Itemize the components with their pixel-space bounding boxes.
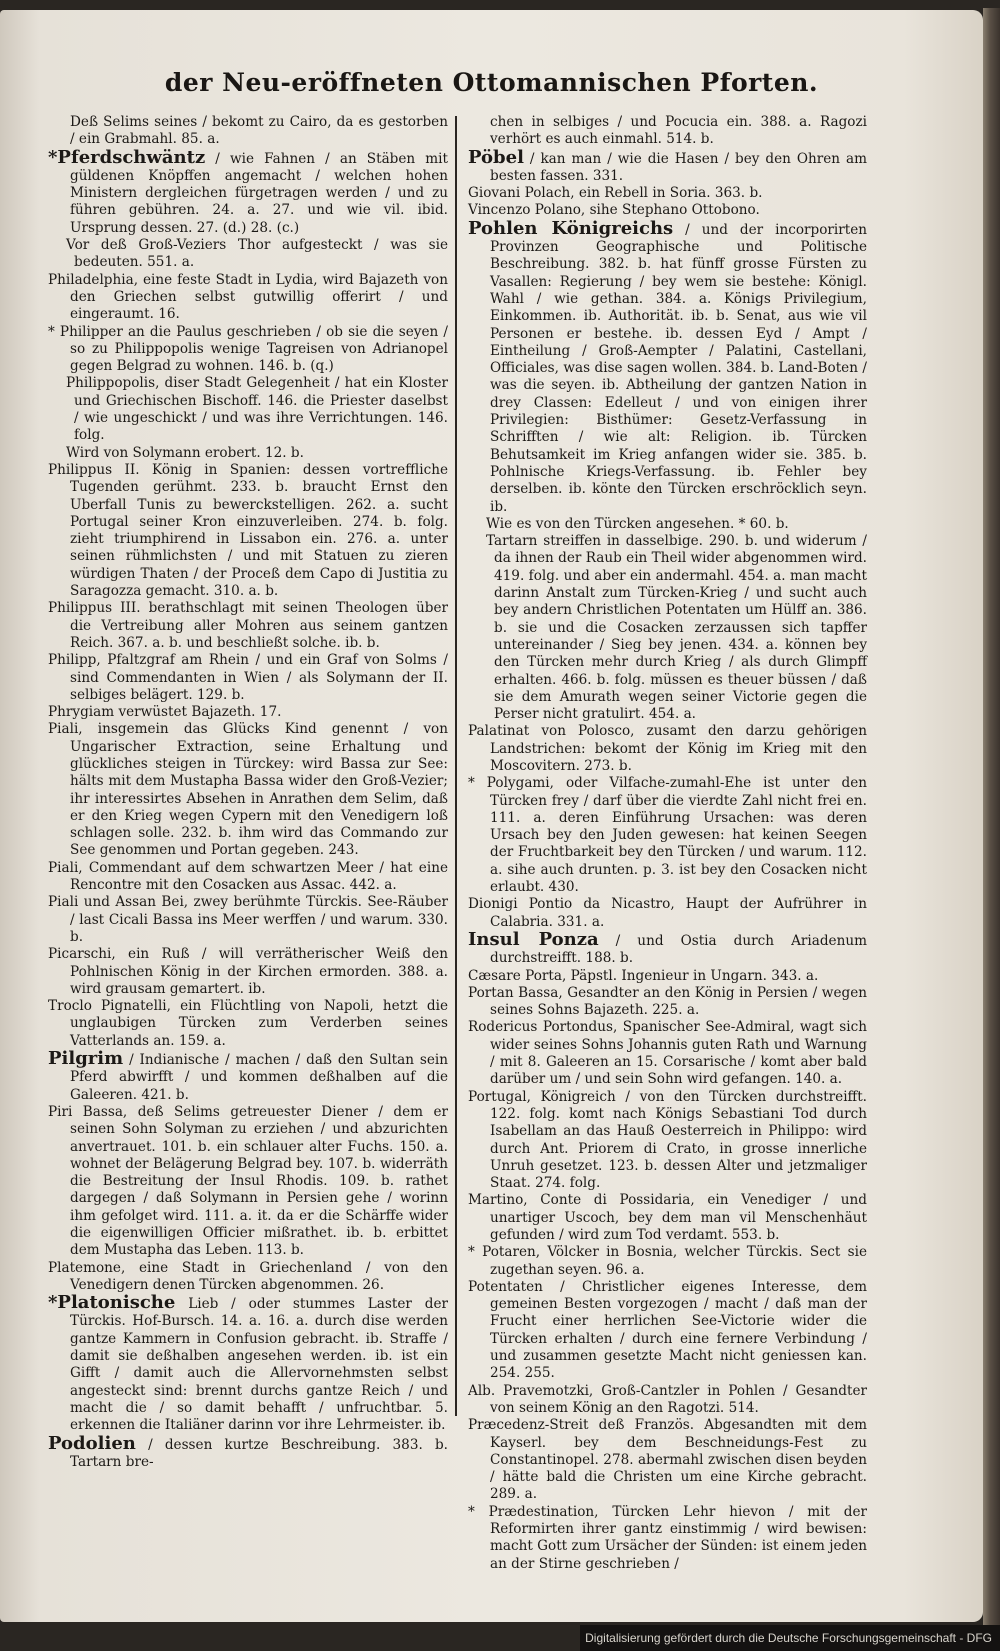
entry-text: Tartarn streiffen in dasselbige. 290. b. und widerum / da ihnen der Raub ein Theil wider abgenommen wird. 419. folg. und aber ein andermahl. 454. a. man macht darinn Anstalt zum Türcken-Krieg / und sucht auch bey andern Christlichen Potentaten um Hülff an. 386. b. sie und die Cosacken zerzaussen sich tapffer untereinander / Sieg bey jenen. 434. a. können bey den Türcken mehr durch Krieg / als durch Glimpff erhalten. 466. b. folg. müssen es theuer büssen / daß sie dem Amurath wegen seiner Victorie gegen die Perser nicht gratulirt. 454. a. (486, 533, 867, 723)
index-entry (468, 1504, 867, 1573)
entry-text: / kan man / wie die Hasen / bey den Ohren am besten fassen. 331. (490, 150, 867, 184)
entry-text: / Indianische / machen / daß den Sultan sein Pferd abwirfft / und kommen deßhalben auf die Galeeren. 421. b. (70, 1052, 448, 1103)
entry-text: / und der incorporirten Provinzen Geographische und Politische Beschreibung. 382. b. hat fünff grosse Fürsten zu Vasallen: Regierung / bey wem sie bestehe: Königl. Wahl / wie gethan. 384. a. Königs Privilegium, Einkommen. ib. Authorität. ib. b. Senat, aus wie vil Personen er bestehe. ib. dessen Eyd / Ampt / Eintheilung / Groß-Aempter / Palatini, Castellani, Officiales, was dise sagen wollen. 384. b. Land-Boten / was die seyen. ib. Abtheilung der gantzen Nation in drey Classen: Edelleut / und von einigen ihrer Privilegien: Bisthümer: Gesetz-Verfassung in Schrifften / wie alt: Religion. ib. Türcken Behutsamkeit im Krieg anfangen wider sie. 385. b. Pohlnische Kriegs-Verfassung. ib. Fehler bey derselben. ib. könte den Türcken erschröcklich seyn. ib. (490, 221, 868, 515)
index-entry (468, 1192, 867, 1244)
entry-text: / wie Fahnen / an Stäben mit güldenen Knöpffen angemacht / welchen hohen Ministern dergleichen fürgetragen werden / und zu führen gebühren. 24. a. 27. und wie vil. ibid. Ursprung dessen. 27. (d.) 28. (c.) (70, 150, 448, 236)
entry-headword: Insul Ponza (468, 928, 599, 950)
entry-text: Piali, Commendant auf dem schwartzen Meer / hat eine Rencontre mit den Cosacken aus Assac. 442. a. (48, 859, 448, 894)
book-edge (983, 8, 1000, 1628)
entry-headword: Pilgrim (48, 1048, 124, 1070)
entry-headword: Pöbel (468, 146, 524, 168)
index-entry (468, 1019, 867, 1088)
index-entry (48, 324, 448, 376)
entry-text: / und Ostia durch Ariadenum durchstreifft. 188. b. (490, 932, 867, 967)
index-entry (468, 516, 867, 533)
entry-text: Wie es von den Türcken angesehen. * 60. b. (486, 515, 789, 532)
index-entry (48, 237, 448, 272)
index-entry (48, 721, 448, 859)
index-entry (468, 1089, 867, 1193)
index-entry (48, 375, 448, 444)
entry-text: Troclo Pignatelli, ein Flüchtling von Napoli, hetzt die unglaubigen Türcken zum Verderben seines Vatterlands an. 159. a. (48, 998, 448, 1049)
entry-text: Martino, Conte di Possidaria, ein Venediger / und unartiger Uscoch, bey dem man vil Menschenhäut gefunden / wird zum Tod verdamt. 553. b. (468, 1192, 867, 1243)
index-entry (48, 462, 448, 600)
index-entry (468, 1244, 867, 1279)
index-entry (48, 1294, 448, 1434)
left-column (48, 114, 448, 1471)
index-entry (468, 114, 867, 149)
index-entry (468, 896, 867, 931)
entry-text: Philipp, Pfaltzgraf am Rhein / und ein Graf von Solms / sind Commendanten in Wien / als Solymann der II. selbiges belägert. 129. b. (48, 652, 448, 703)
entry-text: Vincenzo Polano, sihe Stephano Ottobono. (468, 202, 760, 219)
entry-text: Picarschi, ein Ruß / will verrätherischer Weiß den Pohlnischen König in der Kirchen ermorden. 388. a. wird grausam gemartert. ib. (48, 946, 448, 997)
entry-text: Portan Bassa, Gesandter an den König in Persien / wegen seines Sohns Bajazeth. 225. a. (468, 984, 867, 1019)
index-entry (468, 928, 867, 968)
index-entry (48, 445, 448, 462)
index-entry (48, 146, 448, 237)
index-entry (468, 968, 867, 985)
right-column (468, 114, 867, 1573)
entry-text: * Prædestination, Türcken Lehr hievon / mit der Reformirten ihrer gantz einstimmig / wird bewisen: macht Gott zum Ursächer der Sünden: ist einem jeden an der Stirne geschrieben / (468, 1503, 867, 1572)
entry-text: / dessen kurtze Beschreibung. 383. b. Tartarn bre- (70, 1436, 448, 1470)
index-entry (48, 114, 448, 149)
digitization-footer: Digitalisierung gefördert durch die Deutsche Forschungsgemeinschaft - DFG (580, 1625, 1000, 1651)
entry-text: Piri Bassa, deß Selims getreuester Diener / dem er seinen Sohn Solyman zu erziehen / und abzurichten anvertrauet. 101. b. ein schlauer alter Fuchs. 150. a. wohnet der Belägerung Belgrad bey. 107. b. widerräth die Bestreitung der Insul Rhodis. 109. b. rathet dargegen / daß Solymann in Persien gehe / worinn ihm gefolget wird. 111. a. it. da er die Schärffe wider die eigenwilligen Officier mißrathet. ib. b. erbittet dem Mustapha das Leben. 113. b. (48, 1103, 448, 1259)
entry-text: Rodericus Portondus, Spanischer See-Admiral, wagt sich wider seines Sohns Johannis guten Rath und Warnung / mit 8. Galeeren an 15. Corsarische / komt aber bald darüber um / und sein Sohn wird gefangen. 140. a. (468, 1019, 867, 1088)
index-entry (468, 1417, 867, 1503)
entry-headword: *Pferdschwäntz (48, 146, 206, 168)
entry-text: Portugal, Königreich / von den Türcken durchstreifft. 122. folg. komt nach Königs Sebastiani Tod durch Isabellam an das Hauß Oesterreich in Philippo: wird durch Ant. Priorem di Crato, in grosse innerliche Unruh gesetzet. 123. b. dessen Alter und jetzmaliger Staat. 274. folg. (468, 1088, 867, 1192)
entry-text: * Philipper an die Paulus geschrieben / ob sie die seyen / so zu Philippopolis wenige Tagreisen von Adrianopel gegen Belgrad zu wohnen. 146. b. (q.) (48, 323, 448, 375)
entry-text: Alb. Pravemotzki, Groß-Cantzler in Pohlen / Gesandter von seinem König an den Ragotzi. 514. (468, 1382, 867, 1416)
entry-text: Wird von Solymann erobert. 12. b. (66, 444, 304, 461)
entry-text: Philippopolis, diser Stadt Gelegenheit / hat ein Kloster und Griechischen Bischoff. 146. die Priester daselbst / wie ungeschickt / und was ihre Verrichtungen. 146. folg. (66, 375, 448, 444)
entry-text: Philadelphia, eine feste Stadt in Lydia, wird Bajazeth von den Griechen selbst gutwillig offerirt / und eingeraumt. 16. (48, 271, 448, 323)
index-entry (48, 1260, 448, 1295)
entry-headword: Podolien (48, 1432, 136, 1454)
entry-text: Philippus III. berathschlagt mit seinen Theologen über die Vertreibung aller Mohren aus seinem gantzen Reich. 367. a. b. und beschließt solche. ib. b. (48, 600, 448, 651)
index-entry (468, 185, 867, 202)
index-entry (48, 946, 448, 998)
entry-text: Piali und Assan Bei, zwey berühmte Türckis. See-Räuber / last Cicali Bassa ins Meer werffen / und warum. 330. b. (48, 894, 448, 945)
index-entry (468, 1383, 867, 1418)
index-entry (48, 600, 448, 652)
index-entry (48, 272, 448, 324)
entry-text: Cæsare Porta, Päpstl. Ingenieur in Ungarn. 343. a. (468, 967, 819, 984)
index-entry (48, 998, 448, 1050)
index-entry (48, 1050, 448, 1104)
column-divider (455, 116, 457, 1416)
entry-headword: *Platonische (48, 1292, 176, 1314)
index-entry (48, 652, 448, 704)
entry-headword: Pohlen Königreichs (468, 217, 674, 239)
index-entry (468, 533, 867, 723)
entry-text: Phrygiam verwüstet Bajazeth. 17. (48, 704, 282, 721)
index-entry (48, 894, 448, 946)
entry-text: Vor deß Groß-Veziers Thor aufgesteckt / was sie bedeuten. 551. a. (66, 237, 448, 271)
entry-text: Giovani Polach, ein Rebell in Soria. 363. b. (468, 185, 763, 202)
entry-text: Lieb / oder stummes Laster der Türckis. Hof-Bursch. 14. a. 16. a. durch dise werden gantze Kammern in Confusion gebracht. ib. Straffe / damit sie deßhalben angesehen werden. ib. ist ein Gifft / damit auch die Allervornehmsten selbst angesteckt sind: brennt durchs gantze Reich / und macht die / so damit behafft / unfruchtbar. 5. erkennen die Italiäner darinn vor ihre Lehrmeister. ib. (70, 1296, 448, 1434)
entry-text: Philippus II. König in Spanien: dessen vortreffliche Tugenden gerühmt. 233. b. braucht Ernst den Uberfall Tunis zu bewerckstelligen. 262. a. sucht Portugal seiner Kron einzuverleiben. 274. b. folg. zieht triumphirend in Lissabon ein. 276. a. unter seinen rühmlichsten / und mit Statuen zu zieren würdigen Thaten / der Proceß dem Capo di Justitia zu Saragozza gemacht. 310. a. b. (48, 461, 448, 600)
entry-text: * Polygami, oder Vilfache-zumahl-Ehe ist unter den Türcken frey / darf über die vierdte Zahl nicht frei en. 111. a. deren Einführung Ursachen: was deren Ursach bey den Juden gewesen: hat keinen Seegen der Fruchtbarkeit bey den Türcken / und warum. 112. a. sihe auch drunten. p. 3. ist bey den Cosacken nicht erlaubt. 430. (468, 775, 867, 896)
entry-text: Deß Selims seines / bekomt zu Cairo, da es gestorben / ein Grabmahl. 85. a. (70, 114, 448, 148)
index-entry (468, 217, 868, 516)
index-entry (468, 723, 867, 775)
entry-text: Dionigi Pontio da Nicastro, Haupt der Aufrührer in Calabria. 331. a. (468, 896, 867, 930)
index-entry (48, 704, 448, 721)
index-entry (48, 860, 448, 895)
entry-text: Piali, insgemein das Glücks Kind genennt / von Ungarischer Extraction, seine Erhaltung und glückliches steigen in Türckey: wird Bassa zur See: hälts mit dem Mustapha Bassa wider den Groß-Vezier; ihr interessirtes Absehen in Anrathen dem Selim, daß er den Krieg wegen Cypern mit den Venedigern loß schlagen solle. 232. b. ihm wird das Commando zur See genommen und Portan gegeben. 243. (48, 721, 448, 859)
index-entry (468, 775, 867, 896)
book-page (0, 10, 983, 1622)
index-entry (48, 1432, 448, 1472)
index-entry (48, 1104, 448, 1260)
entry-text: Platemone, eine Stadt in Griechenland / von den Venedigern denen Türcken abgenommen. 26. (48, 1259, 448, 1293)
entry-text: chen in selbiges / und Pocucia ein. 388. a. Ragozi verhört es auch einmahl. 514. b. (490, 114, 867, 148)
index-entry (468, 146, 867, 186)
entry-text: * Potaren, Völcker in Bosnia, welcher Türckis. Sect sie zugethan seyen. 96. a. (468, 1244, 867, 1278)
entry-text: Palatinat von Polosco, zusamt den darzu gehörigen Landstrichen: bekomt der König im Krieg mit den Moscovitern. 273. b. (468, 723, 867, 774)
running-header: der Neu-eröffneten Ottomannischen Pforten. (164, 68, 819, 97)
index-entry (468, 985, 867, 1020)
index-entry (468, 1279, 867, 1383)
entry-text: Præcedenz-Streit deß Französ. Abgesandten mit dem Kayserl. bey dem Beschneidungs-Fest zu Constantinopel. 278. abermahl zwischen disen beyden / hätte bald die Christen um eine Kirche gebracht. 289. a. (468, 1417, 867, 1503)
entry-text: Potentaten / Christlicher eigenes Interesse, dem gemeinen Besten vorgezogen / macht / daß man der Frucht einer herrlichen See-Victorie wider die Türcken erhalten / durch eine fernere Verbindung / und zusammen gesetzte Macht nicht geniessen kan. 254. 255. (468, 1278, 867, 1382)
